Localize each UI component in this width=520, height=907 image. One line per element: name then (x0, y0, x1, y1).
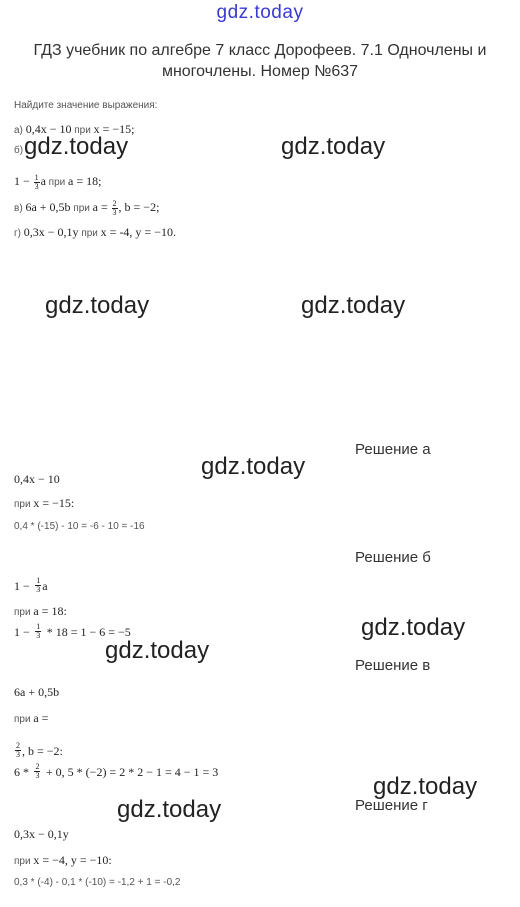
watermark: gdz.today (301, 292, 406, 319)
solution-c-line2-cond: a = (33, 711, 49, 725)
watermark: gdz.today (201, 453, 306, 480)
solution-b-frac-den: 3 (36, 585, 41, 595)
solution-d-line2-word: при (14, 856, 31, 867)
solution-c-line3-suffix: , b = −2: (22, 744, 63, 758)
solution-b-frac-num: 1 (36, 576, 41, 586)
solution-c-line2-word: при (14, 714, 31, 725)
task-a-cond: x = −15; (93, 122, 135, 136)
page-title: ГДЗ учебник по алгебре 7 класс Дорофеев. 7.1 Одночлены и многочлены. Номер №637 (33, 42, 487, 80)
task-d-expr: 0,3x − 0,1y (23, 225, 79, 239)
solution-b-line3-fraction (35, 623, 41, 640)
task-item-b (14, 174, 101, 191)
task-c-cond-prefix: a = (92, 200, 108, 215)
task-c-cond-word: при (73, 203, 90, 215)
solution-b-line3-suffix: * 18 = 1 − 6 = −5 (46, 625, 131, 639)
solution-d-line2-cond: x = −4, y = −10: (33, 853, 112, 867)
task-item-d (14, 225, 176, 240)
site-logo[interactable]: gdz.today (216, 2, 304, 23)
solution-b-line3-frac-den: 3 (36, 631, 41, 641)
solution-d-line2 (14, 853, 112, 868)
task-item-c (14, 200, 159, 217)
solution-b-line2-cond: a = 18: (33, 604, 67, 618)
watermark: gdz.today (24, 133, 129, 160)
task-b-expr-var: a (40, 174, 46, 189)
solution-c-line3-fraction (15, 742, 21, 759)
solution-a-line2-word: при (14, 499, 31, 510)
watermark: gdz.today (117, 796, 222, 823)
task-c-frac-num: 2 (112, 199, 117, 208)
task-b-fraction (34, 174, 40, 191)
solution-d-heading: Решение г (355, 797, 428, 814)
solution-c-line3-frac-den: 3 (16, 750, 20, 760)
task-c-frac-den: 3 (112, 208, 117, 217)
watermark: gdz.today (45, 292, 150, 319)
solution-b-heading: Решение б (355, 549, 431, 566)
solution-c-line3 (14, 742, 63, 760)
task-b-cond: a = 18; (68, 174, 102, 189)
solution-c-line1: 6a + 0,5b (14, 685, 60, 699)
solution-c-line4-prefix: 6 * (14, 765, 29, 779)
solution-a-line2 (14, 496, 74, 511)
solution-b-line2 (14, 604, 67, 619)
solution-c-line4 (14, 763, 218, 781)
watermark: gdz.today (281, 133, 386, 160)
solution-c-line4-frac-num: 2 (35, 762, 40, 772)
watermark: gdz.today (373, 773, 478, 800)
solution-a-heading: Решение а (355, 441, 431, 458)
task-c-cond-suffix: , b = −2; (118, 200, 160, 215)
solution-c-line4-frac-den: 3 (35, 771, 40, 781)
task-c-label: в) (14, 203, 23, 215)
solution-b-line1-prefix: 1 − (14, 579, 30, 593)
solution-b-line1-var: a (42, 579, 48, 593)
task-b-frac-den: 3 (34, 182, 39, 191)
solution-d-line1: 0,3x − 0,1y (14, 827, 69, 841)
watermark: gdz.today (105, 637, 210, 664)
solution-d-line3: 0,3 * (-4) - 0,1 * (-10) = -1,2 + 1 = -0,2 (14, 877, 181, 888)
solution-b-line1 (14, 577, 48, 595)
task-b-expr-prefix: 1 − (14, 174, 30, 189)
task-b-frac-num: 1 (34, 173, 39, 182)
task-d-cond: x = -4, y = −10. (100, 225, 176, 239)
solution-b-line3-frac-num: 1 (36, 622, 41, 632)
watermark: gdz.today (361, 614, 466, 641)
task-c-fraction (112, 200, 118, 217)
task-intro: Найдите значение выражения: (14, 100, 158, 111)
task-a-label: а) (14, 125, 23, 136)
task-d-cond-word: при (81, 228, 98, 239)
solution-a-line1: 0,4x − 10 (14, 472, 60, 486)
solution-a-line2-cond: x = −15: (33, 496, 75, 510)
solution-a-line3: 0,4 * (-15) - 10 = -6 - 10 = -16 (14, 521, 145, 532)
task-a-cond-word: при (74, 125, 91, 136)
solution-c-heading: Решение в (355, 657, 431, 674)
task-a-expr: 0,4x − 10 (25, 122, 72, 136)
solution-c-line3-frac-num: 2 (16, 741, 20, 751)
task-b-cond-word: при (48, 177, 66, 189)
solution-c-line4-fraction (34, 763, 40, 780)
task-b-label: б) (14, 145, 24, 156)
task-d-label: г) (14, 228, 21, 239)
solution-c-line2 (14, 711, 48, 726)
solution-b-line2-word: при (14, 607, 31, 618)
solution-c-line4-suffix: + 0, 5 * (−2) = 2 * 2 − 1 = 4 − 1 = 3 (45, 765, 219, 779)
task-c-expr: 6a + 0,5b (25, 200, 71, 215)
solution-b-fraction (35, 577, 41, 594)
solution-b-line3-prefix: 1 − (14, 625, 30, 639)
